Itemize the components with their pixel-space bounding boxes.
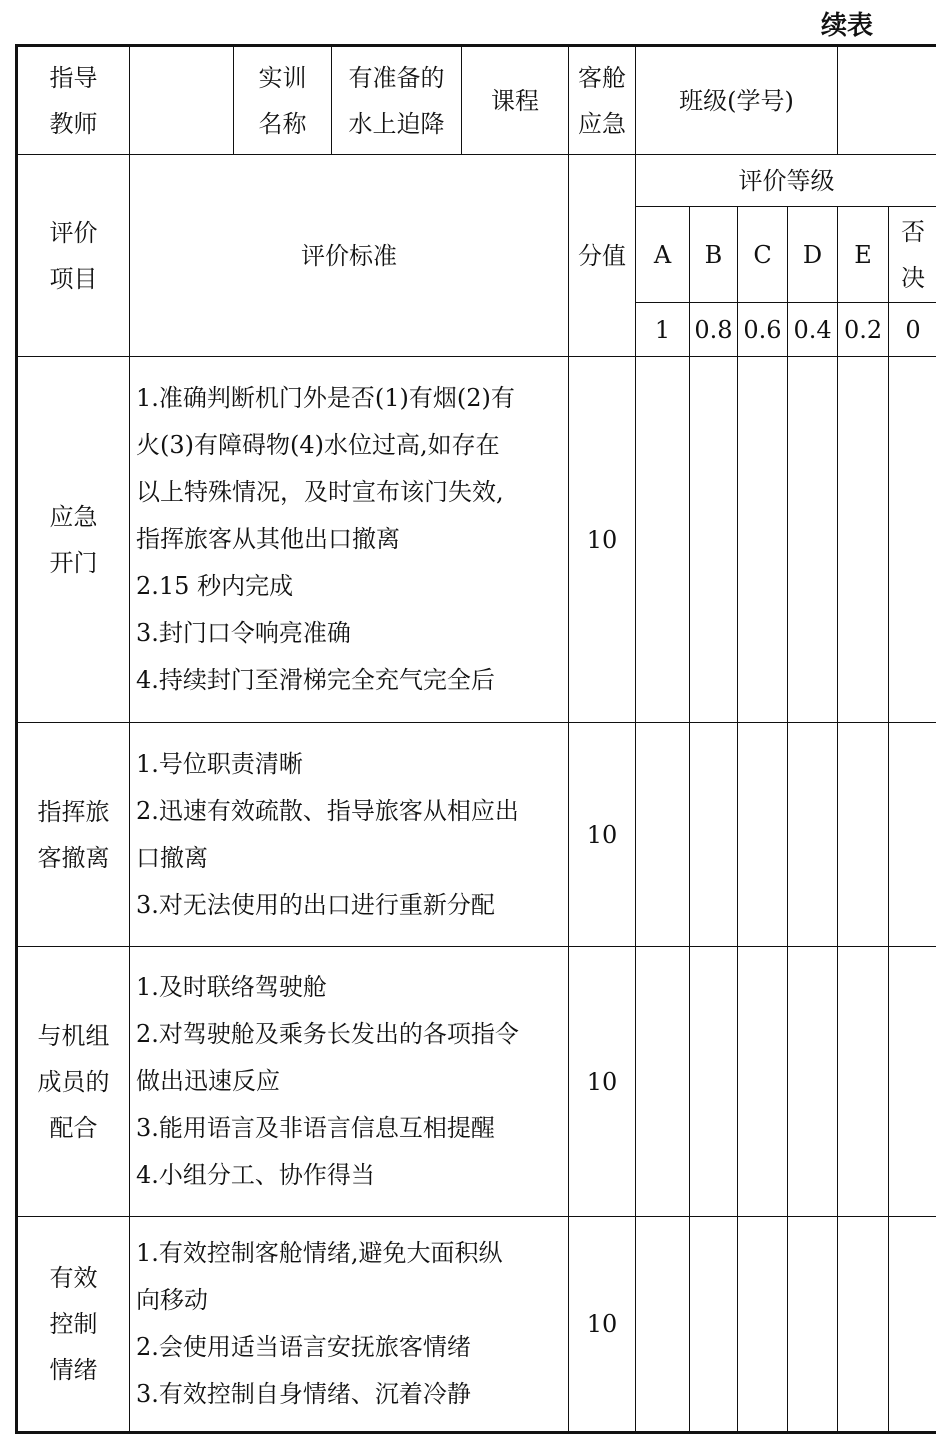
table-row bbox=[17, 947, 936, 1217]
row-criteria: 1.号位职责清晰 2.迅速有效疏散、指导旅客从相应出 口撤离 3.对无法使用的出口进行重新分配 bbox=[130, 723, 569, 947]
grade-c-coef: 0.6 bbox=[738, 303, 788, 357]
grade-veto-cell bbox=[889, 947, 936, 1217]
row-item-label: 应急 开门 bbox=[17, 357, 130, 723]
grade-d-cell bbox=[788, 1217, 838, 1433]
table-continued-caption: 续表 bbox=[821, 11, 874, 41]
grade-c-cell bbox=[738, 947, 788, 1217]
grade-b-coef: 0.8 bbox=[690, 303, 738, 357]
grade-a-cell bbox=[636, 357, 690, 723]
info-row bbox=[17, 46, 936, 155]
grade-a-cell bbox=[636, 1217, 690, 1433]
grade-veto-coef: 0 bbox=[889, 303, 936, 357]
training-label: 实训 名称 bbox=[234, 46, 332, 155]
grade-d-cell bbox=[788, 947, 838, 1217]
course-label: 课程 bbox=[462, 46, 569, 155]
grade-e-cell bbox=[838, 947, 889, 1217]
row-item-label: 指挥旅 客撤离 bbox=[17, 723, 130, 947]
grade-e-cell bbox=[838, 723, 889, 947]
grade-a-cell bbox=[636, 723, 690, 947]
course-value: 客舱 应急 bbox=[569, 46, 636, 155]
row-item-label: 有效 控制 情绪 bbox=[17, 1217, 130, 1433]
row-score: 10 bbox=[569, 723, 636, 947]
column-header-row-1 bbox=[17, 155, 936, 207]
row-criteria: 1.有效控制客舱情绪,避免大面积纵 向移动 2.会使用适当语言安抚旅客情绪 3.有效控制自身情绪、沉着冷静 bbox=[130, 1217, 569, 1433]
table-row bbox=[17, 723, 936, 947]
grade-d-coef: 0.4 bbox=[788, 303, 838, 357]
grade-b-cell bbox=[690, 947, 738, 1217]
grade-d-header: D bbox=[788, 207, 838, 303]
grade-c-header: C bbox=[738, 207, 788, 303]
table-row bbox=[17, 357, 936, 723]
grade-group-header: 评价等级 bbox=[636, 155, 936, 207]
row-criteria: 1.准确判断机门外是否(1)有烟(2)有 火(3)有障碍物(4)水位过高,如存在 以上特殊情况，及时宣布该门失效, 指挥旅客从其他出口撤离 2.15 秒内完成 3.封门口令响亮准确 4.持续封门至滑梯完全充气完全后 bbox=[130, 357, 569, 723]
instructor-value bbox=[130, 46, 234, 155]
row-criteria: 1.及时联络驾驶舱 2.对驾驶舱及乘务长发出的各项指令 做出迅速反应 3.能用语言及非语言信息互相提醒 4.小组分工、协作得当 bbox=[130, 947, 569, 1217]
row-score: 10 bbox=[569, 357, 636, 723]
grade-d-cell bbox=[788, 723, 838, 947]
grade-e-coef: 0.2 bbox=[838, 303, 889, 357]
score-column-header: 分值 bbox=[569, 155, 636, 357]
class-label: 班级(学号) bbox=[636, 46, 838, 155]
criteria-column-header: 评价标准 bbox=[130, 155, 569, 357]
evaluation-table bbox=[15, 44, 936, 1434]
grade-b-cell bbox=[690, 723, 738, 947]
grade-a-header: A bbox=[636, 207, 690, 303]
grade-c-cell bbox=[738, 1217, 788, 1433]
table-row bbox=[17, 1217, 936, 1433]
grade-c-cell bbox=[738, 357, 788, 723]
grade-veto-cell bbox=[889, 723, 936, 947]
grade-veto-cell bbox=[889, 1217, 936, 1433]
row-score: 10 bbox=[569, 947, 636, 1217]
class-value bbox=[838, 46, 936, 155]
grade-a-coef: 1 bbox=[636, 303, 690, 357]
grade-c-cell bbox=[738, 723, 788, 947]
grade-e-cell bbox=[838, 1217, 889, 1433]
grade-e-cell bbox=[838, 357, 889, 723]
grade-d-cell bbox=[788, 357, 838, 723]
grade-a-cell bbox=[636, 947, 690, 1217]
grade-b-cell bbox=[690, 1217, 738, 1433]
row-score: 10 bbox=[569, 1217, 636, 1433]
instructor-label: 指导 教师 bbox=[17, 46, 130, 155]
grade-b-header: B bbox=[690, 207, 738, 303]
grade-veto-header: 否 决 bbox=[889, 207, 936, 303]
grade-e-header: E bbox=[838, 207, 889, 303]
grade-veto-cell bbox=[889, 357, 936, 723]
item-column-header: 评价 项目 bbox=[17, 155, 130, 357]
training-value: 有准备的 水上迫降 bbox=[332, 46, 462, 155]
grade-b-cell bbox=[690, 357, 738, 723]
row-item-label: 与机组 成员的 配合 bbox=[17, 947, 130, 1217]
